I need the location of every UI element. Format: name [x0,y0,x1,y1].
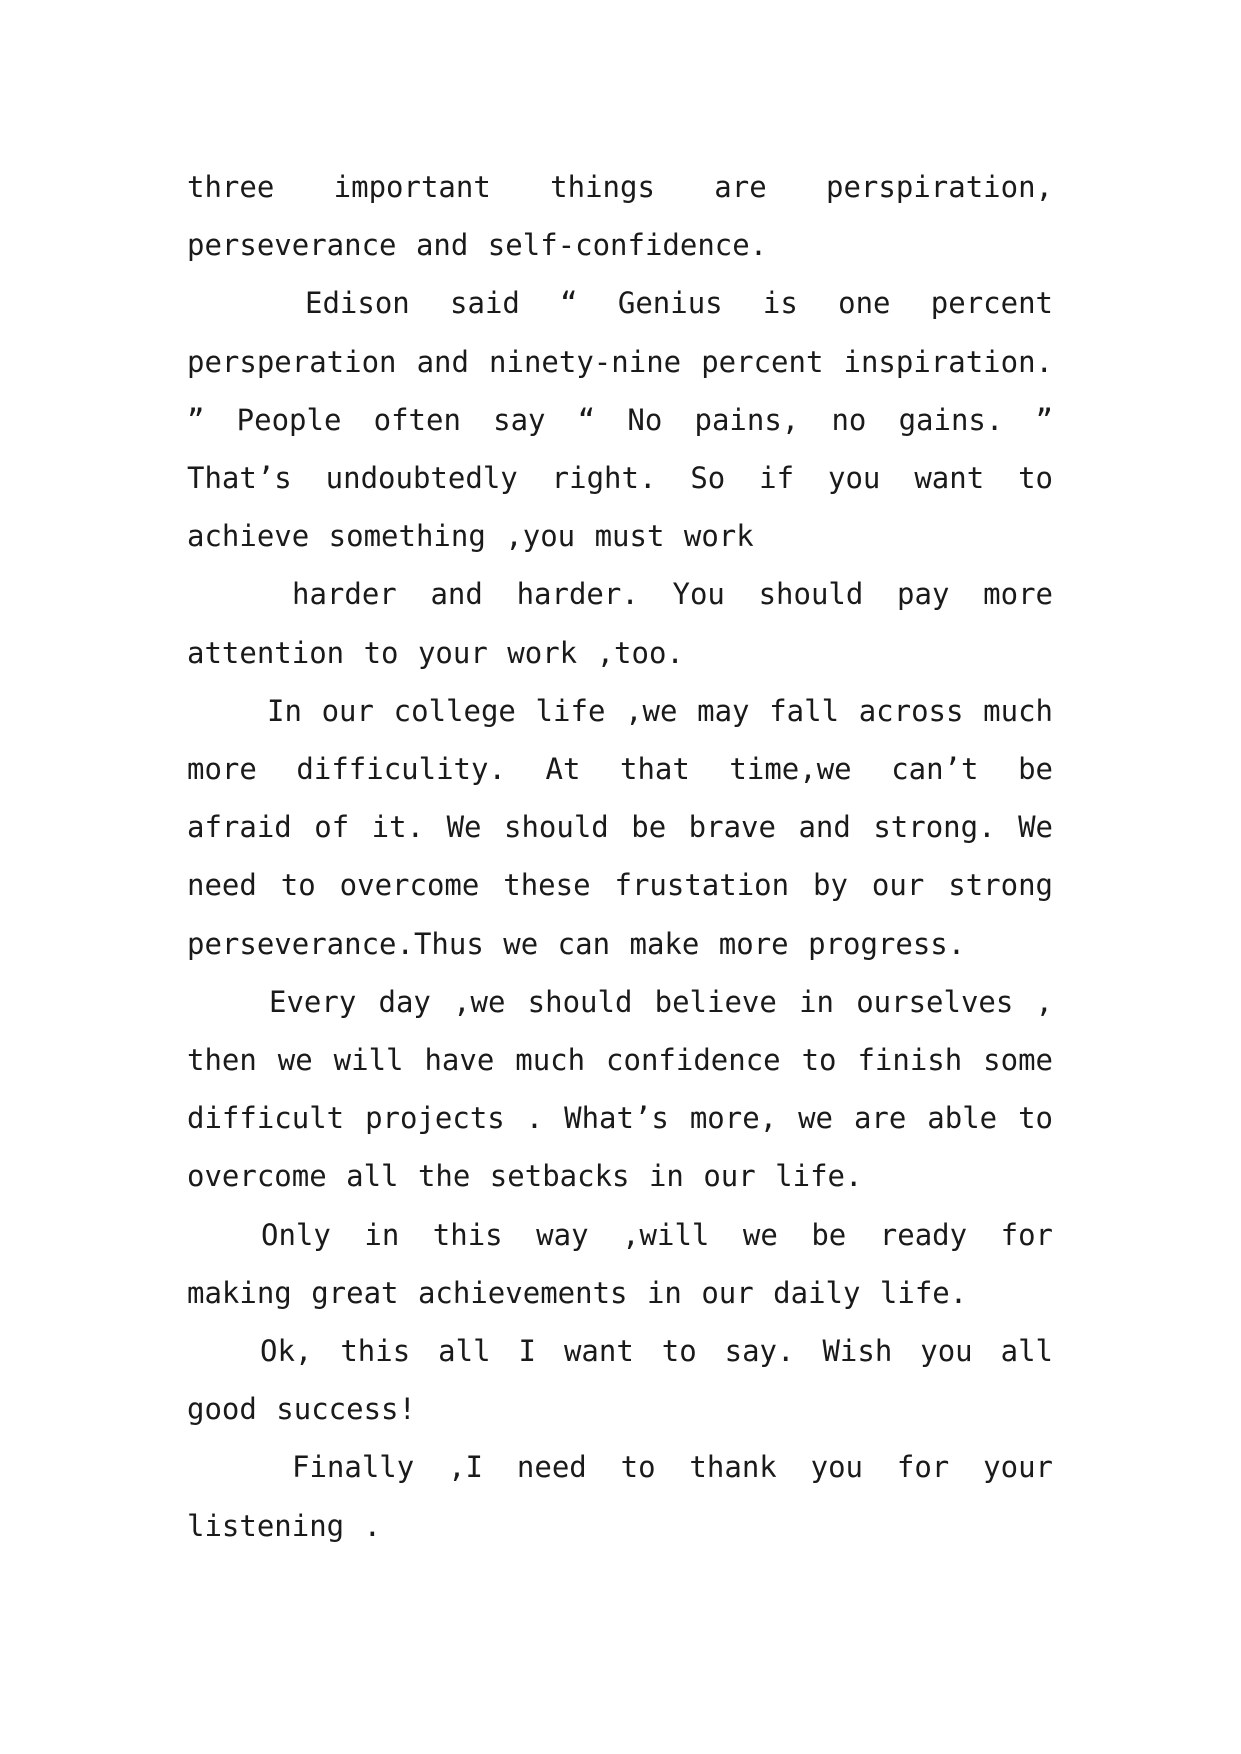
paragraph-thanks: Finally ,I need to thank you for your listening . [187,1450,1053,1543]
paragraph-work-harder: harder and harder. You should pay more attention to your work ,too. [187,577,1053,670]
paragraph-edison-quote: Edison said “ Genius is one percent persperation and ninety-nine percent inspiration. ” People often say “ No pains, no gains. ” That’s undoubtedly right. So if you want to achieve something ,you must work [187,286,1053,554]
paragraph-believe-ourselves: Every day ,we should believe in ourselves , then we will have much confidence to finish some difficult projects . What’s more, we are able to overcome all the setbacks in our life. [187,984,1053,1194]
paragraph-college-life: In our college life ,we may fall across much more difficulity. At that time,we can’t be afraid of it. We should be brave and strong. We need to overcome these frustation by our strong perseverance.Thus we can make more progress. [187,693,1053,961]
speech-body [187,158,1053,1555]
paragraph-intro-continued: three important things are perspiration, perseverance and self-confidence. [187,170,1053,263]
paragraph-only-this-way: Only in this way ,will we be ready for making great achievements in our daily life. [187,1217,1053,1310]
paragraph-closing-wish: Ok, this all I want to say. Wish you all good success! [187,1334,1053,1427]
